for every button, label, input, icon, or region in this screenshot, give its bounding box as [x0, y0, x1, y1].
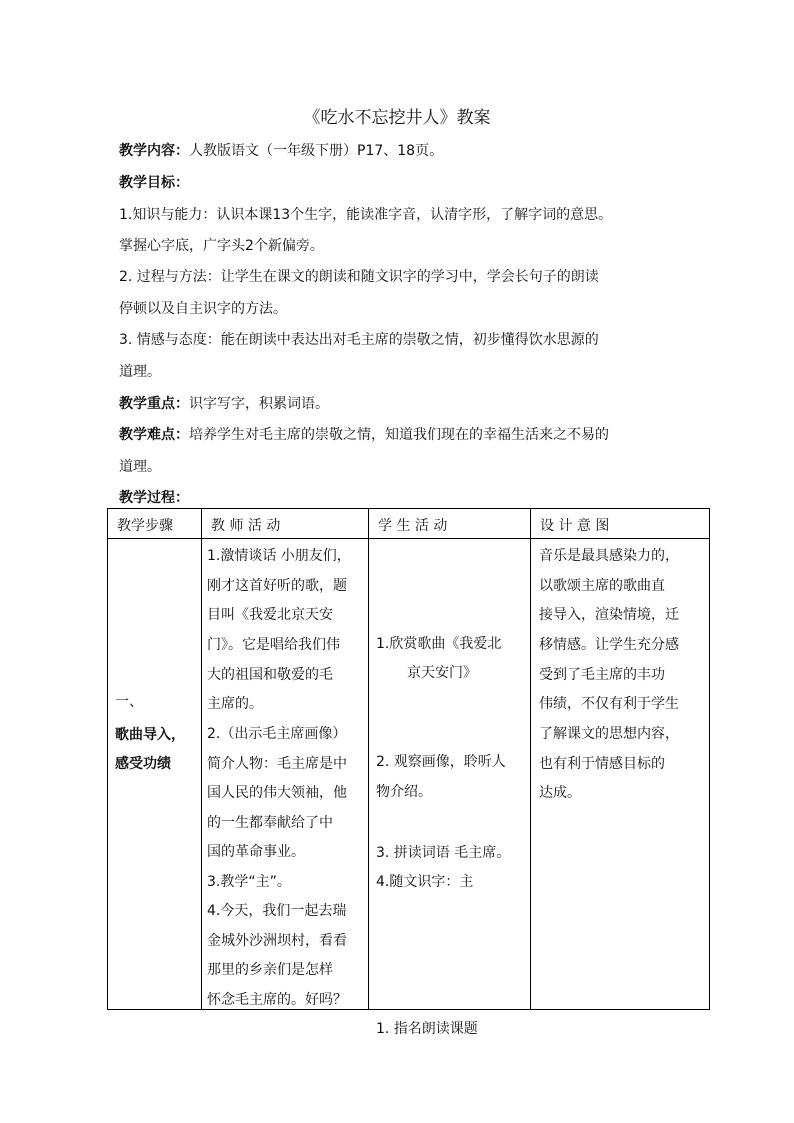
teaching-goals-label: 教学目标： [119, 175, 189, 191]
teaching-key-points [119, 393, 329, 413]
intent-line: 接导入，渲染情境，迁 [539, 607, 679, 623]
document-title: 《吃水不忘挖井人》教案 [303, 108, 491, 128]
goal-line: 2. 过程与方法：让学生在课文的朗读和随文识字的学习中，学会长句子的朗读 [119, 269, 599, 285]
student-activity-cell [369, 539, 531, 1037]
key-points-label: 教学重点： [119, 396, 189, 412]
student-line: 1.欣赏歌曲《我爱北 [376, 636, 502, 652]
teaching-process-label: 教学过程： [119, 490, 189, 506]
teacher-line: 简介人物：毛主席是中 [207, 756, 347, 772]
step-line: 一、 [115, 694, 143, 710]
goal-line: 3. 情感与态度：能在朗读中表达出对毛主席的崇敬之情，初步懂得饮水思源的 [119, 332, 599, 348]
header-teacher-activity: 教 师 活 动 [202, 509, 369, 539]
student-line: 京天安门》 [407, 665, 477, 681]
teacher-line: 1.激情谈话 小朋友们， [207, 548, 351, 564]
student-line: 物介绍。 [376, 784, 432, 800]
step-line: 歌曲导入， [115, 727, 185, 743]
table-header-row [108, 509, 710, 539]
design-intent-cell [531, 539, 710, 1010]
difficulty-label: 教学难点： [119, 427, 189, 443]
teacher-line: 怀念毛主席的。好吗？ [207, 992, 347, 1008]
intent-line: 移情感。让学生充分感 [539, 637, 679, 653]
difficulty-value: 培养学生对毛主席的崇敬之情，知道我们现在的幸福生活来之不易的 [189, 427, 609, 443]
goal-line: 道理。 [119, 364, 161, 380]
step-line: 感受功绩 [115, 756, 171, 772]
intent-line: 伟绩，不仅有利于学生 [539, 696, 679, 712]
intent-line: 以歌颂主席的歌曲直 [539, 578, 665, 594]
teacher-line: 刚才这首好听的歌，题 [207, 578, 347, 594]
intent-line: 也有利于情感目标的 [539, 756, 665, 772]
intent-line: 了解课文的思想内容， [539, 726, 679, 742]
teacher-line: 4.今天，我们一起去瑞 [207, 903, 347, 919]
student-line: 1. 指名朗读课题 [376, 1021, 478, 1037]
student-line: 4.随文识字：主 [376, 874, 474, 890]
student-line: 2. 观察画像，聆听人 [376, 754, 506, 770]
teaching-difficulty [119, 424, 609, 444]
intent-line: 受到了毛主席的丰功 [539, 667, 665, 683]
goal-line: 停顿以及自主识字的方法。 [119, 301, 287, 317]
teacher-line: 大的祖国和敬爱的毛 [207, 667, 333, 683]
lesson-plan-table [107, 508, 710, 1037]
teacher-line: 金城外沙洲坝村，看看 [207, 933, 347, 949]
header-design-intent: 设 计 意 图 [531, 509, 710, 539]
teacher-line: 国的革命事业。 [207, 844, 305, 860]
teacher-line: 门》。它是唱给我们伟 [207, 637, 340, 653]
difficulty-continued: 道理。 [119, 459, 161, 475]
teacher-line: 目叫《我爱北京天安 [207, 607, 333, 623]
intent-line: 音乐是最具感染力的， [539, 548, 679, 564]
key-points-value: 识字写字，积累词语。 [189, 396, 329, 412]
table-row [108, 539, 710, 1010]
student-line: 3. 拼读词语 毛主席。 [376, 845, 511, 861]
teacher-line: 3.教学“主”。 [207, 874, 291, 890]
goal-line: 掌握心字底，广字头2个新偏旁。 [119, 238, 324, 254]
teaching-content [119, 140, 443, 160]
teacher-line: 主席的。 [207, 696, 263, 712]
teacher-line: 那里的乡亲们是怎样 [207, 962, 333, 978]
teaching-content-label: 教学内容： [119, 143, 189, 159]
goal-line: 1.知识与能力：认识本课13个生字，能读准字音，认清字形，了解字词的意思。 [119, 207, 613, 223]
header-step: 教学步骤 [108, 509, 202, 539]
teacher-line: 2.（出示毛主席画像） [207, 726, 347, 742]
intent-line: 达成。 [539, 785, 581, 801]
teacher-activity-cell [202, 539, 369, 1010]
step-cell [108, 539, 202, 1010]
teacher-line: 的一生都奉献给了中 [207, 815, 333, 831]
teacher-line: 国人民的伟大领袖，他 [207, 785, 347, 801]
header-student-activity: 学 生 活 动 [369, 509, 531, 539]
teaching-content-value: 人教版语文（一年级下册）P17、18页。 [189, 143, 444, 159]
